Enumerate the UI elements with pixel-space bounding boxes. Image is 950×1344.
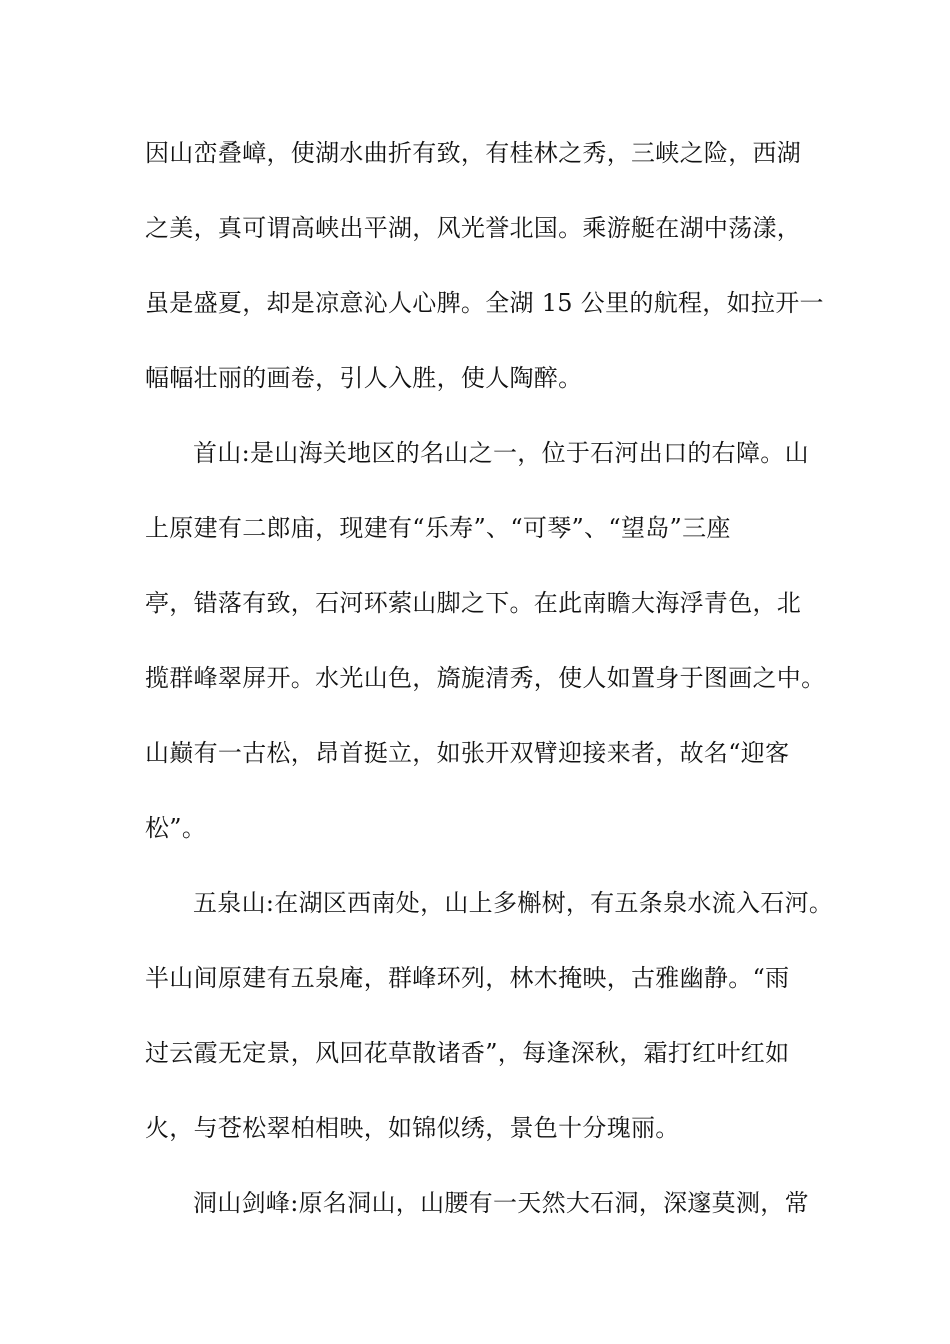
text-line: 亭，错落有致，石河环萦山脚之下。在此南瞻大海浮青色，北: [145, 589, 802, 617]
text-line: 山巅有一古松，昂首挺立，如张开双臂迎接来者，故名“迎客: [145, 739, 790, 767]
paragraph-start-line: 首山:是山海关地区的名山之一，位于石河出口的右障。山: [193, 439, 809, 467]
body-text: [145, 127, 834, 1252]
text-line: 半山间原建有五泉庵，群峰环列，林木掩映，古雅幽静。“雨: [145, 964, 790, 992]
paragraph-start-line: 五泉山:在湖区西南处，山上多槲树，有五条泉水流入石河。: [193, 889, 834, 917]
text-line: 因山峦叠嶂，使湖水曲折有致，有桂林之秀，三峡之险，西湖: [145, 139, 802, 167]
text-line: 幅幅壮丽的画卷，引人入胜，使人陶醉。: [145, 364, 583, 392]
text-line: 上原建有二郎庙，现建有“乐寿”、“可琴”、“望岛”三座: [145, 514, 731, 542]
text-line: 揽群峰翠屏开。水光山色，旖旎清秀，使人如置身于图画之中。: [145, 664, 826, 692]
text-line: 火，与苍松翠柏相映，如锦似绣，景色十分瑰丽。: [145, 1114, 680, 1142]
text-line: 松”。: [145, 814, 207, 842]
text-line: 过云霞无定景，风回花草散诸香”，每逢深秋，霜打红叶红如: [145, 1039, 790, 1067]
text-line: 虽是盛夏，却是凉意沁人心脾。全湖 15 公里的航程，如拉开一: [145, 289, 824, 317]
text-line: 之美，真可谓高峡出平湖，风光誉北国。乘游艇在湖中荡漾，: [145, 214, 802, 242]
paragraph-start-line: 洞山剑峰:原名洞山，山腰有一天然大石洞，深邃莫测，常: [193, 1189, 809, 1217]
